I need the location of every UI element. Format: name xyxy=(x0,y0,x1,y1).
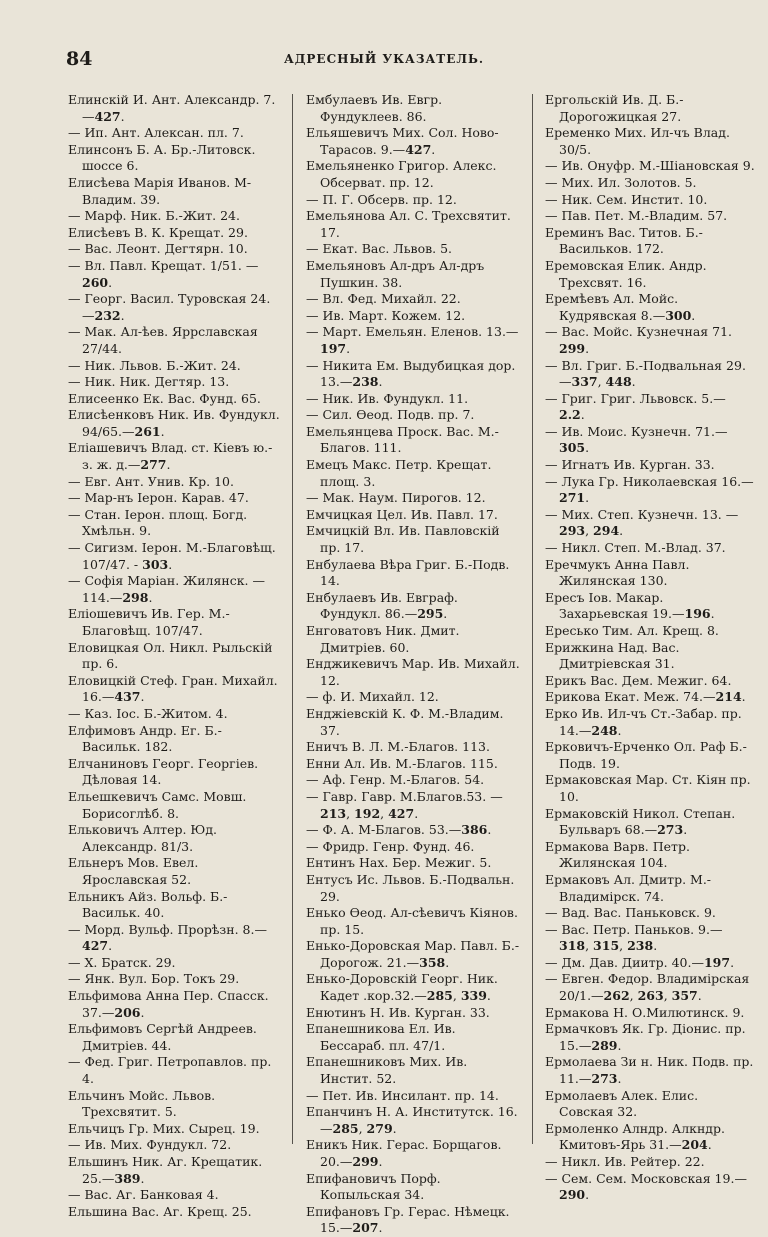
directory-entry: Ермаковская Мар. Ст. Кіян пр. 10. xyxy=(545,772,751,804)
directory-entry: Емельянова Ал. С. Трехсвятит. 17. xyxy=(306,208,511,240)
directory-entry: Елисеенко Ек. Вас. Фунд. 65. xyxy=(68,390,261,406)
directory-entry: Епифановичъ Порф. Копыльская 34. xyxy=(306,1170,441,1203)
directory-entry: Ергольскій Ив. Д. Б.-Дорогожицкая 27. xyxy=(545,92,684,124)
running-head: АДРЕСНЫЙ УКАЗАТЕЛЬ. xyxy=(283,52,485,66)
directory-entry: Епанчинъ Н. А. Институтск. 16.—285, 279. xyxy=(306,1104,518,1136)
directory-entry: Елисѣенковъ Ник. Ив. Фундукл. 94/65.—261. xyxy=(68,407,280,439)
directory-entry: Енько-Доровская Мар. Павл. Б.-Дорогож. 21.—358. xyxy=(306,938,520,970)
directory-entry: Енбулаева Вѣра Григ. Б.-Подв. 14. xyxy=(306,556,510,589)
directory-entry: — Никл. Ив. Рейтер. 22. xyxy=(545,1154,705,1169)
directory-entry: Ельшина Вас. Аг. Крещ. 25. xyxy=(68,1203,252,1219)
directory-entry: Ермоленко Алндр. Алкндр. Кмитовъ-Ярь 31.—204. xyxy=(545,1120,725,1153)
directory-column-1 xyxy=(68,92,280,1220)
directory-entry: Емельяновъ Ал-дръ Ал-дръ Пушкин. 38. xyxy=(306,257,485,290)
directory-entry: Еничъ В. Л. М.-Благов. 113. xyxy=(306,739,490,755)
directory-entry: — ф. И. Михайл. 12. xyxy=(306,689,439,705)
directory-entry: — Март. Емельян. Еленов. 13.—197. xyxy=(306,324,519,356)
directory-entry: Енджіевскій К. Ф. М.-Владим. 37. xyxy=(306,705,504,738)
directory-entry: Ересъ Іов. Макар. Захарьевская 19.—196. xyxy=(545,589,715,622)
directory-entry: — Фед. Григ. Петропавлов. пр. 4. xyxy=(68,1054,272,1087)
directory-entry: — Ник. Львов. Б.-Жит. 24. xyxy=(68,357,241,373)
directory-entry: — Евг. Ант. Унив. Кр. 10. xyxy=(68,473,234,489)
directory-entry: Елисѣева Марія Иванов. М-Владим. 39. xyxy=(68,174,252,207)
directory-entry: — Ив. Моис. Кузнечн. 71.— 305. xyxy=(545,423,728,456)
column-divider xyxy=(292,94,293,1144)
directory-entry: Елисѣевъ В. К. Крещат. 29. xyxy=(68,224,248,240)
directory-entry: — Мак. Наум. Пирогов. 12. xyxy=(306,490,486,506)
directory-entry: Ерковичъ-Ерченко Ол. Раф Б.-Подв. 19. xyxy=(545,739,747,771)
directory-entry: — Никл. Степ. М.-Влад. 37. xyxy=(545,540,726,556)
directory-entry: — Пет. Ив. Инсилант. пр. 14. xyxy=(306,1087,499,1103)
directory-entry: — Дм. Дав. Диитр. 40.—197. xyxy=(545,954,735,970)
directory-entry: — Ив. Мих. Фундукл. 72. xyxy=(68,1137,232,1153)
directory-entry: Ермолаевъ Алек. Елис. Совская 32. xyxy=(545,1087,699,1120)
directory-entry: — Ник. Сем. Инстит. 10. xyxy=(545,191,708,207)
directory-entry: Ереминъ Вас. Титов. Б.-Васильков. 172. xyxy=(545,224,703,257)
directory-entry: Енни Ал. Ив. М.-Благов. 115. xyxy=(306,755,498,771)
directory-entry: Емельяненко Григор. Алекс. Обсерват. пр. 12. xyxy=(306,158,497,190)
directory-entry: Еременко Мих. Ил-чъ Влад. 30/5. xyxy=(545,125,730,157)
directory-entry: — Мих. Степ. Кузнечн. 13. — 293, 294. xyxy=(545,506,739,539)
directory-entry: Ельшинъ Ник. Аг. Крещатик. 25.—389. xyxy=(68,1154,263,1186)
directory-column-2 xyxy=(306,92,520,1237)
directory-entry: Ермаковскій Никол. Степан. Бульваръ 68.—273. xyxy=(545,805,736,838)
directory-entry: Елчаниновъ Георг. Георгіев. Дѣловая 14. xyxy=(68,755,259,788)
directory-entry: Ермаковъ Ал. Дмитр. М.-Владимірск. 74. xyxy=(545,871,712,904)
directory-entry: — Ник. Ник. Дегтяр. 13. xyxy=(68,374,230,390)
directory-entry: Ермолаева Зи н. Ник. Подв. пр. 11.—273. xyxy=(545,1054,754,1087)
directory-entry: Ельковичъ Алтер. Юд. Александр. 81/3. xyxy=(68,822,218,854)
directory-entry: — Вас. Леонт. Дегтярн. 10. xyxy=(68,241,248,257)
directory-entry: Епанешниковъ Мих. Ив. Инстит. 52. xyxy=(306,1054,468,1087)
directory-entry: Елинскій И. Ант. Александр. 7.—427. xyxy=(68,92,276,124)
directory-entry: Енько-Доровскій Георг. Ник. Кадет .кор.32.—285, 339. xyxy=(306,971,498,1004)
directory-entry: Емецъ Макс. Петр. Крещат. площ. 3. xyxy=(306,457,492,489)
directory-entry: — Фридр. Генр. Фунд. 46. xyxy=(306,838,475,854)
directory-entry: — Никита Ем. Выдубицкая дор. 13.—238. xyxy=(306,357,516,390)
directory-entry: Ермакова Н. О.Милютинск. 9. xyxy=(545,1004,745,1020)
directory-entry: — Мар-нъ Іерон. Карав. 47. xyxy=(68,490,249,506)
directory-entry: — Софія Маріан. Жилянск. —114.—298. xyxy=(68,573,265,605)
directory-entry: Еловицкій Стеф. Гран. Михайл. 16.—437. xyxy=(68,672,278,705)
directory-entry: — Евген. Федор. Владимірская 20/1.—262, 263, 357. xyxy=(545,971,750,1004)
directory-entry: — Х. Братск. 29. xyxy=(68,954,176,970)
directory-entry: Епифановъ Гр. Герас. Нѣмецк. 15.—207. xyxy=(306,1203,510,1236)
directory-entry: — Аф. Генр. М.-Благов. 54. xyxy=(306,772,485,788)
directory-entry: — Янк. Вул. Бор. Токъ 29. xyxy=(68,971,240,987)
directory-entry: — Вад. Вас. Паньковск. 9. xyxy=(545,905,716,921)
directory-entry: Ельяшевичъ Мих. Сол. Ново-Тарасов. 9.—427. xyxy=(306,125,499,157)
directory-entry: Ентусъ Ис. Львов. Б.-Подвальн. 29. xyxy=(306,871,515,904)
directory-entry: Еловицкая Ол. Никл. Рыльскій пр. 6. xyxy=(68,639,273,672)
directory-entry: Еречмукъ Анна Павл. Жилянская 130. xyxy=(545,556,690,589)
directory-entry: Ельнеръ Мов. Евел. Ярославская 52. xyxy=(68,855,199,887)
directory-entry: Еліашевичъ Влад. ст. Кіевъ ю.-з. ж. д.—277. xyxy=(68,440,273,473)
directory-entry: Ельчинъ Мойс. Львов. Трехсвятит. 5. xyxy=(68,1087,216,1120)
directory-entry: — Вл. Фед. Михайл. 22. xyxy=(306,291,461,307)
directory-entry: Енько Өеод. Ал-сѣевичъ Кіянов. пр. 15. xyxy=(306,905,518,937)
directory-entry: — Вас. Мойс. Кузнечная 71. 299. xyxy=(545,324,733,356)
directory-entry: — Мак. Ал-ѣев. Яррславская 27/44. xyxy=(68,324,258,356)
directory-entry: Еремовская Елик. Андр. Трехсвят. 16. xyxy=(545,257,707,290)
directory-entry: Енбулаевъ Ив. Евграф. Фундукл. 86.—295. xyxy=(306,589,458,622)
directory-entry: — Вас. Аг. Банковая 4. xyxy=(68,1187,219,1203)
directory-entry: Ельфимова Анна Пер. Спасск. 37.—206. xyxy=(68,988,269,1020)
directory-entry: — Вас. Петр. Паньков. 9.— 318, 315, 238. xyxy=(545,921,723,954)
page-number: 84 xyxy=(66,48,93,70)
directory-entry: Ельфимовъ Сергѣй Андреев. Дмитріев. 44. xyxy=(68,1021,257,1053)
directory-entry: — Ив. Март. Кожем. 12. xyxy=(306,307,466,323)
directory-entry: — Мих. Ил. Золотов. 5. xyxy=(545,174,697,190)
directory-entry: Ерикъ Вас. Дем. Межиг. 64. xyxy=(545,672,732,688)
directory-entry: — Георг. Васил. Туровская 24.—232. xyxy=(68,291,271,323)
directory-entry: Ермакова Варв. Петр. Жилянская 104. xyxy=(545,838,690,871)
directory-entry: Елфимовъ Андр. Ег. Б.-Васильк. 182. xyxy=(68,722,222,755)
directory-entry: Емчицкая Цел. Ив. Павл. 17. xyxy=(306,506,498,522)
directory-entry: — Сем. Сем. Московская 19.—290. xyxy=(545,1170,747,1203)
directory-entry: — Лука Гр. Николаевская 16.—271. xyxy=(545,473,754,506)
directory-entry: — Марф. Ник. Б.-Жит. 24. xyxy=(68,208,240,224)
column-divider xyxy=(532,94,533,1144)
directory-entry: Ельникъ Айз. Вольф. Б.-Васильк. 40. xyxy=(68,888,228,921)
directory-entry: Ерко Ив. Ил-чъ Ст.-Забар. пр. 14.—248. xyxy=(545,705,742,738)
directory-entry: — Каз. Іос. Б.-Житом. 4. xyxy=(68,705,228,721)
directory-entry: Ермачковъ Як. Гр. Діонис. пр. 15.—289. xyxy=(545,1021,746,1053)
directory-entry: — Морд. Вульф. Прорѣзн. 8.—427. xyxy=(68,921,267,954)
directory-entry: — Сигизм. Іерон. М.-Благовѣщ. 107/47. - 303. xyxy=(68,540,276,572)
directory-entry: Ересько Тим. Ал. Крещ. 8. xyxy=(545,623,719,638)
directory-entry: — П. Г. Обсерв. пр. 12. xyxy=(306,191,457,207)
directory-entry: Епанешникова Ел. Ив. Бессараб. пл. 47/1. xyxy=(306,1021,456,1053)
directory-entry: Ерикова Екат. Меж. 74.—214. xyxy=(545,689,746,705)
directory-entry: — Ник. Ив. Фундукл. 11. xyxy=(306,390,469,406)
directory-entry: Емельянцева Проск. Вас. М.-Благов. 111. xyxy=(306,423,499,456)
directory-entry: Елинсонъ Б. А. Бр.-Литовск. шоссе 6. xyxy=(68,141,256,174)
directory-entry: — Ив. Онуфр. М.-Шіановская 9. xyxy=(545,158,755,174)
directory-entry: Еремѣевъ Ал. Мойс. Кудрявская 8.—300. xyxy=(545,291,696,323)
directory-entry: Еникъ Ник. Герас. Борщагов. 20.—299. xyxy=(306,1137,502,1169)
directory-entry: — Игнатъ Ив. Курган. 33. xyxy=(545,457,715,473)
directory-entry: — Вл. Павл. Крещат. 1/51. —260. xyxy=(68,257,259,290)
directory-entry: — Гавр. Гавр. М.Благов.53. —213, 192, 427. xyxy=(306,788,503,821)
directory-entry: Ембулаевъ Ив. Евгр. Фундуклеев. 86. xyxy=(306,92,443,124)
directory-entry: Еліошевичъ Ив. Гер. М.-Благовѣщ. 107/47. xyxy=(68,606,230,638)
directory-entry: — Екат. Вас. Львов. 5. xyxy=(306,241,453,257)
directory-entry: — Григ. Григ. Львовск. 5.— 2.2. xyxy=(545,390,726,423)
directory-entry: Енговатовъ Ник. Дмит. Дмитріев. 60. xyxy=(306,623,460,655)
directory-entry: Емчицкій Вл. Ив. Павловскій пр. 17. xyxy=(306,523,500,556)
directory-entry: Ентинъ Нах. Бер. Межиг. 5. xyxy=(306,855,492,871)
directory-entry: — Пав. Пет. М.-Владим. 57. xyxy=(545,208,728,224)
directory-entry: — Стан. Іерон. площ. Богд. Хмѣльн. 9. xyxy=(68,506,248,539)
directory-entry: Ерижкина Над. Вас. Дмитріевская 31. xyxy=(545,639,680,672)
directory-entry: — Ип. Ант. Алексан. пл. 7. xyxy=(68,125,244,141)
directory-column-3 xyxy=(545,92,755,1204)
directory-entry: Ельешкевичъ Самс. Мовш. Борисоглѣб. 8. xyxy=(68,788,247,821)
directory-entry: Енютинъ Н. Ив. Курган. 33. xyxy=(306,1004,490,1020)
directory-entry: — Ф. А. М-Благов. 53.—386. xyxy=(306,822,492,838)
directory-entry: — Вл. Григ. Б.-Подвальная 29.—337, 448. xyxy=(545,357,746,390)
directory-entry: Енджикевичъ Мар. Ив. Михайл. 12. xyxy=(306,656,520,688)
directory-entry: Ельчицъ Гр. Мих. Сырец. 19. xyxy=(68,1120,260,1136)
directory-entry: — Сил. Өеод. Подв. пр. 7. xyxy=(306,407,475,423)
